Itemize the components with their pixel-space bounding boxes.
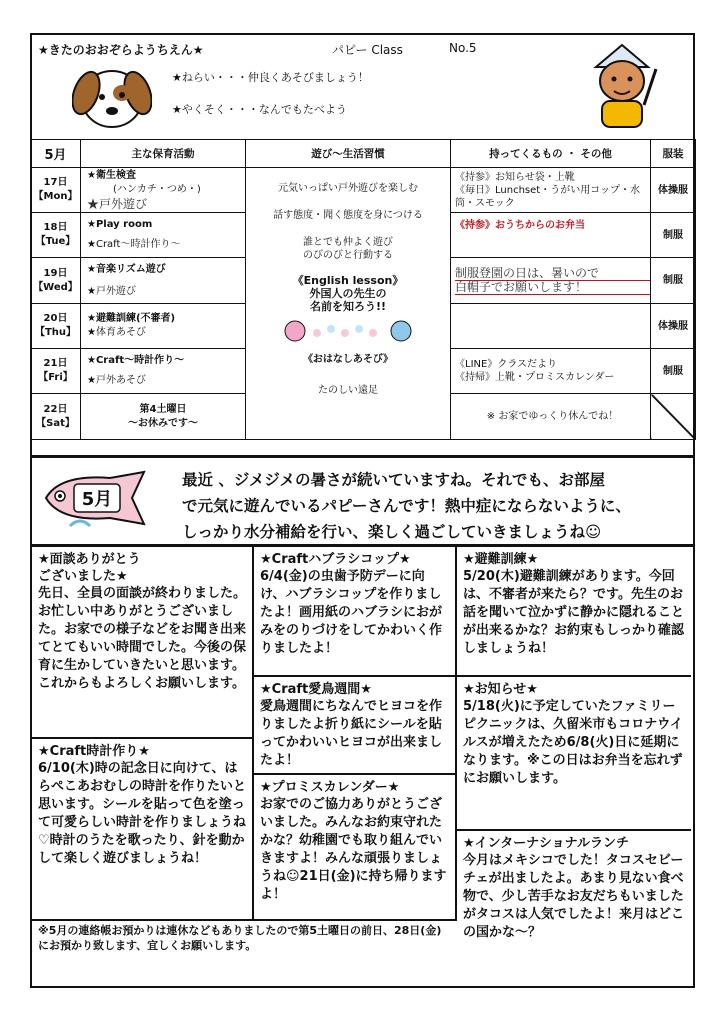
issue-number: No.5 <box>449 41 477 55</box>
play-header: 遊び～生活習慣 <box>246 140 451 168</box>
dress-header: 服装 <box>651 140 696 168</box>
weekday-label: 【Thu】 <box>34 327 77 338</box>
section-title: ★避難訓練★ <box>463 552 539 567</box>
column-middle <box>254 547 457 919</box>
message-line: 最近 、ジメジメの暑さが続いていますね。それでも、お部屋 <box>182 471 605 489</box>
day-label: 17日 <box>43 177 68 188</box>
dress-code: 制服 <box>651 213 696 258</box>
habit-text: 元気いっぱい戸外遊びを楽しむ <box>278 183 418 194</box>
class-aim: ★ねらい・・・仲良くあそびましょう！ <box>172 71 369 84</box>
section-body: 先日、全員の面談が終わりました。お忙しい中ありがとうございました。お家での様子などをお聞き出来てとてもいい時間でした。今後の保育に生かしていきたいと思います。これからもよろしくお願いします。 <box>38 586 247 691</box>
section-international-lunch <box>457 829 691 946</box>
class-promise: ★やくそく・・・なんでもたべよう <box>172 103 347 116</box>
activity-text: ★戸外遊び <box>87 197 148 211</box>
dress-code: 制服 <box>651 349 696 394</box>
section-body: お家でのご協力ありがとうございました。みんなお約束守れたかな？幼稚園でも取り組んでいきますよ！みんな頑張りましょうね☺21日(金)に持ち帰りますよ！ <box>260 797 447 902</box>
habit-text: 誰とでも仲よく遊び <box>303 237 393 248</box>
message-line: で元気に遊んでいるパピーさんです！熱中症にならないように、 <box>182 497 631 515</box>
section-promise-calendar <box>254 773 455 908</box>
message-line: しっかり水分補給を行い、楽しく過ごしていきましょうね☺ <box>182 523 602 541</box>
activity-text: ★戸外遊び <box>87 285 136 297</box>
activity-text: ～お休みです～ <box>128 417 198 429</box>
day-label: 18日 <box>43 222 68 233</box>
column-right <box>457 547 693 987</box>
section-body: 5/18(火)に予定していたファミリーピクニックは、久留米市もコロナウイルスが増えたため6/8(火)日に延期になります。※この日はお弁当を忘れずにお願いします。 <box>463 699 683 786</box>
carp-streamer-illustration <box>40 468 150 528</box>
activity-text: ★体育あそび <box>87 327 146 338</box>
habit-text: 外国人の先生の <box>309 287 387 300</box>
activity-text: ★衛生検査 <box>87 170 136 181</box>
activity-text: 第4土曜日 <box>139 403 187 415</box>
activity-text: ★Play room <box>87 219 153 230</box>
section-meeting-thanks <box>32 547 252 697</box>
teacher-message <box>32 455 693 547</box>
habit-text: 話す態度・聞く態度を身につける <box>273 210 423 221</box>
bring-text: 《持帰》上靴・プロミスカレンダー <box>455 372 615 383</box>
activity-text: ★戸外あそび <box>87 375 146 386</box>
habit-text: 名前を知ろう!! <box>309 300 387 313</box>
dress-code: 制服 <box>651 258 696 304</box>
bring-header: 持ってくるもの ・ その他 <box>451 140 651 168</box>
activity-text: ★Craft～時計作り～ <box>87 355 185 366</box>
care-header: 主な保育活動 <box>81 140 246 168</box>
school-name: ★きたのおおぞらようちえん★ <box>38 43 204 57</box>
habit-text: 《おはなしあそび》 <box>302 354 394 365</box>
section-body: 6/4(金)の虫歯予防デーに向け、ハブラシコップを作りましたよ！画用紙のハブラシにおがみをのりづけをしてかわいく作りましたよ！ <box>260 569 443 656</box>
class-label: パピー Class <box>332 43 403 57</box>
footer-note: ※5月の連絡帳お預かりは連休などもありましたので第5土曜日の前日、28日(金)にお預かり致します、宜しくお願いします。 <box>32 919 457 955</box>
weekly-schedule-table <box>30 139 696 440</box>
section-bird-week-craft <box>254 675 455 774</box>
section-title: ★Craft愛鳥週間★ <box>260 682 372 697</box>
section-notice <box>457 675 691 792</box>
section-title: ございました★ <box>38 569 128 584</box>
schedule-row <box>31 168 696 213</box>
schedule-header-row <box>31 140 696 168</box>
activity-text: ★音楽リズム遊び <box>87 263 166 275</box>
section-body: 5/20(木)避難訓練があります。今回は、不審者が来たら？です。先生のお話を聞いて泣かずに静かに隠れることが出来るかな？お約束もしっかり確認しましょうね！ <box>463 569 685 656</box>
section-title: ★Craftハブラシコップ★ <box>260 552 411 567</box>
day-label: 19日 <box>43 267 68 279</box>
section-evacuation-drill <box>457 547 691 662</box>
bring-text: ※ お家でゆっくり休んでね！ <box>486 411 619 422</box>
dress-code-empty <box>651 394 696 440</box>
section-clock-craft <box>32 737 252 872</box>
habit-text: のびのびと行動する <box>303 250 393 261</box>
dog-illustration <box>72 57 152 133</box>
month-header: 5月 <box>31 140 81 168</box>
section-title: ★面談ありがとう <box>38 552 141 567</box>
activity-text: ★避難訓練(不審者) <box>87 313 176 324</box>
column-left <box>32 547 254 919</box>
weekday-label: 【Sat】 <box>36 417 75 429</box>
section-title: ★プロミスカレンダー★ <box>260 780 400 795</box>
section-body: 愛鳥週間にちなんでヒヨコを作りましたよ折り紙にシールを貼ってかわいいヒヨコが出来ましたよ！ <box>260 699 443 768</box>
day-label: 21日 <box>43 358 68 369</box>
weekday-label: 【Wed】 <box>33 281 78 293</box>
bring-text: 《LINE》クラスだより <box>455 359 558 370</box>
section-title: ★お知らせ★ <box>463 682 538 697</box>
animal-friends-illustration <box>273 313 423 349</box>
dress-code: 体操服 <box>651 304 696 349</box>
weekday-label: 【Tue】 <box>35 236 76 247</box>
activity-text: (ハンカチ・つめ・) <box>113 184 201 195</box>
carp-month-label: 5月 <box>81 489 113 510</box>
day-label: 20日 <box>43 313 68 324</box>
section-title: ★Craft時計作り★ <box>38 744 150 759</box>
activity-text: ★Craft～時計作り～ <box>87 239 181 250</box>
bring-text: 《持参》お知らせ袋・上靴 <box>455 171 575 183</box>
bring-text: 《毎日》Lunchset・うがい用コップ・水筒・スモック <box>455 184 640 209</box>
habit-text: たのしい遠足 <box>318 385 378 396</box>
section-toothbrush-craft <box>254 547 455 662</box>
bring-text: 《持参》おうちからのお弁当 <box>455 220 585 231</box>
day-label: 22日 <box>43 403 68 415</box>
bring-text: 制服登園の日は、暑いので <box>455 267 650 281</box>
section-title: ★インターナショナルランチ <box>463 836 629 851</box>
weekday-label: 【Fri】 <box>38 372 73 383</box>
bring-text: 白帽子でお願いします！ <box>455 281 650 295</box>
weekday-label: 【Mon】 <box>33 191 78 202</box>
habit-text: 《English lesson》 <box>292 274 404 287</box>
dress-code: 体操服 <box>651 168 696 213</box>
child-illustration <box>582 39 662 129</box>
section-body: 今月はメキシコでした！タコスセビーチェが出ましたよ。あまり見ない食べ物で、少し苦手なお友だちもいましたがタコスは人気でしたよ！来月はどこの国かな～？ <box>463 853 685 940</box>
section-body: 6/10(木)時の記念日に向けて、はらぺこあおむしの時計を作りたいと思います。シールを貼って色を塗って可愛らしい時計を作りましょうね♡時計のうたを歌ったり、針を動かして楽しく遊びましょうね！ <box>38 761 247 866</box>
newsletter-sheet <box>30 33 695 988</box>
